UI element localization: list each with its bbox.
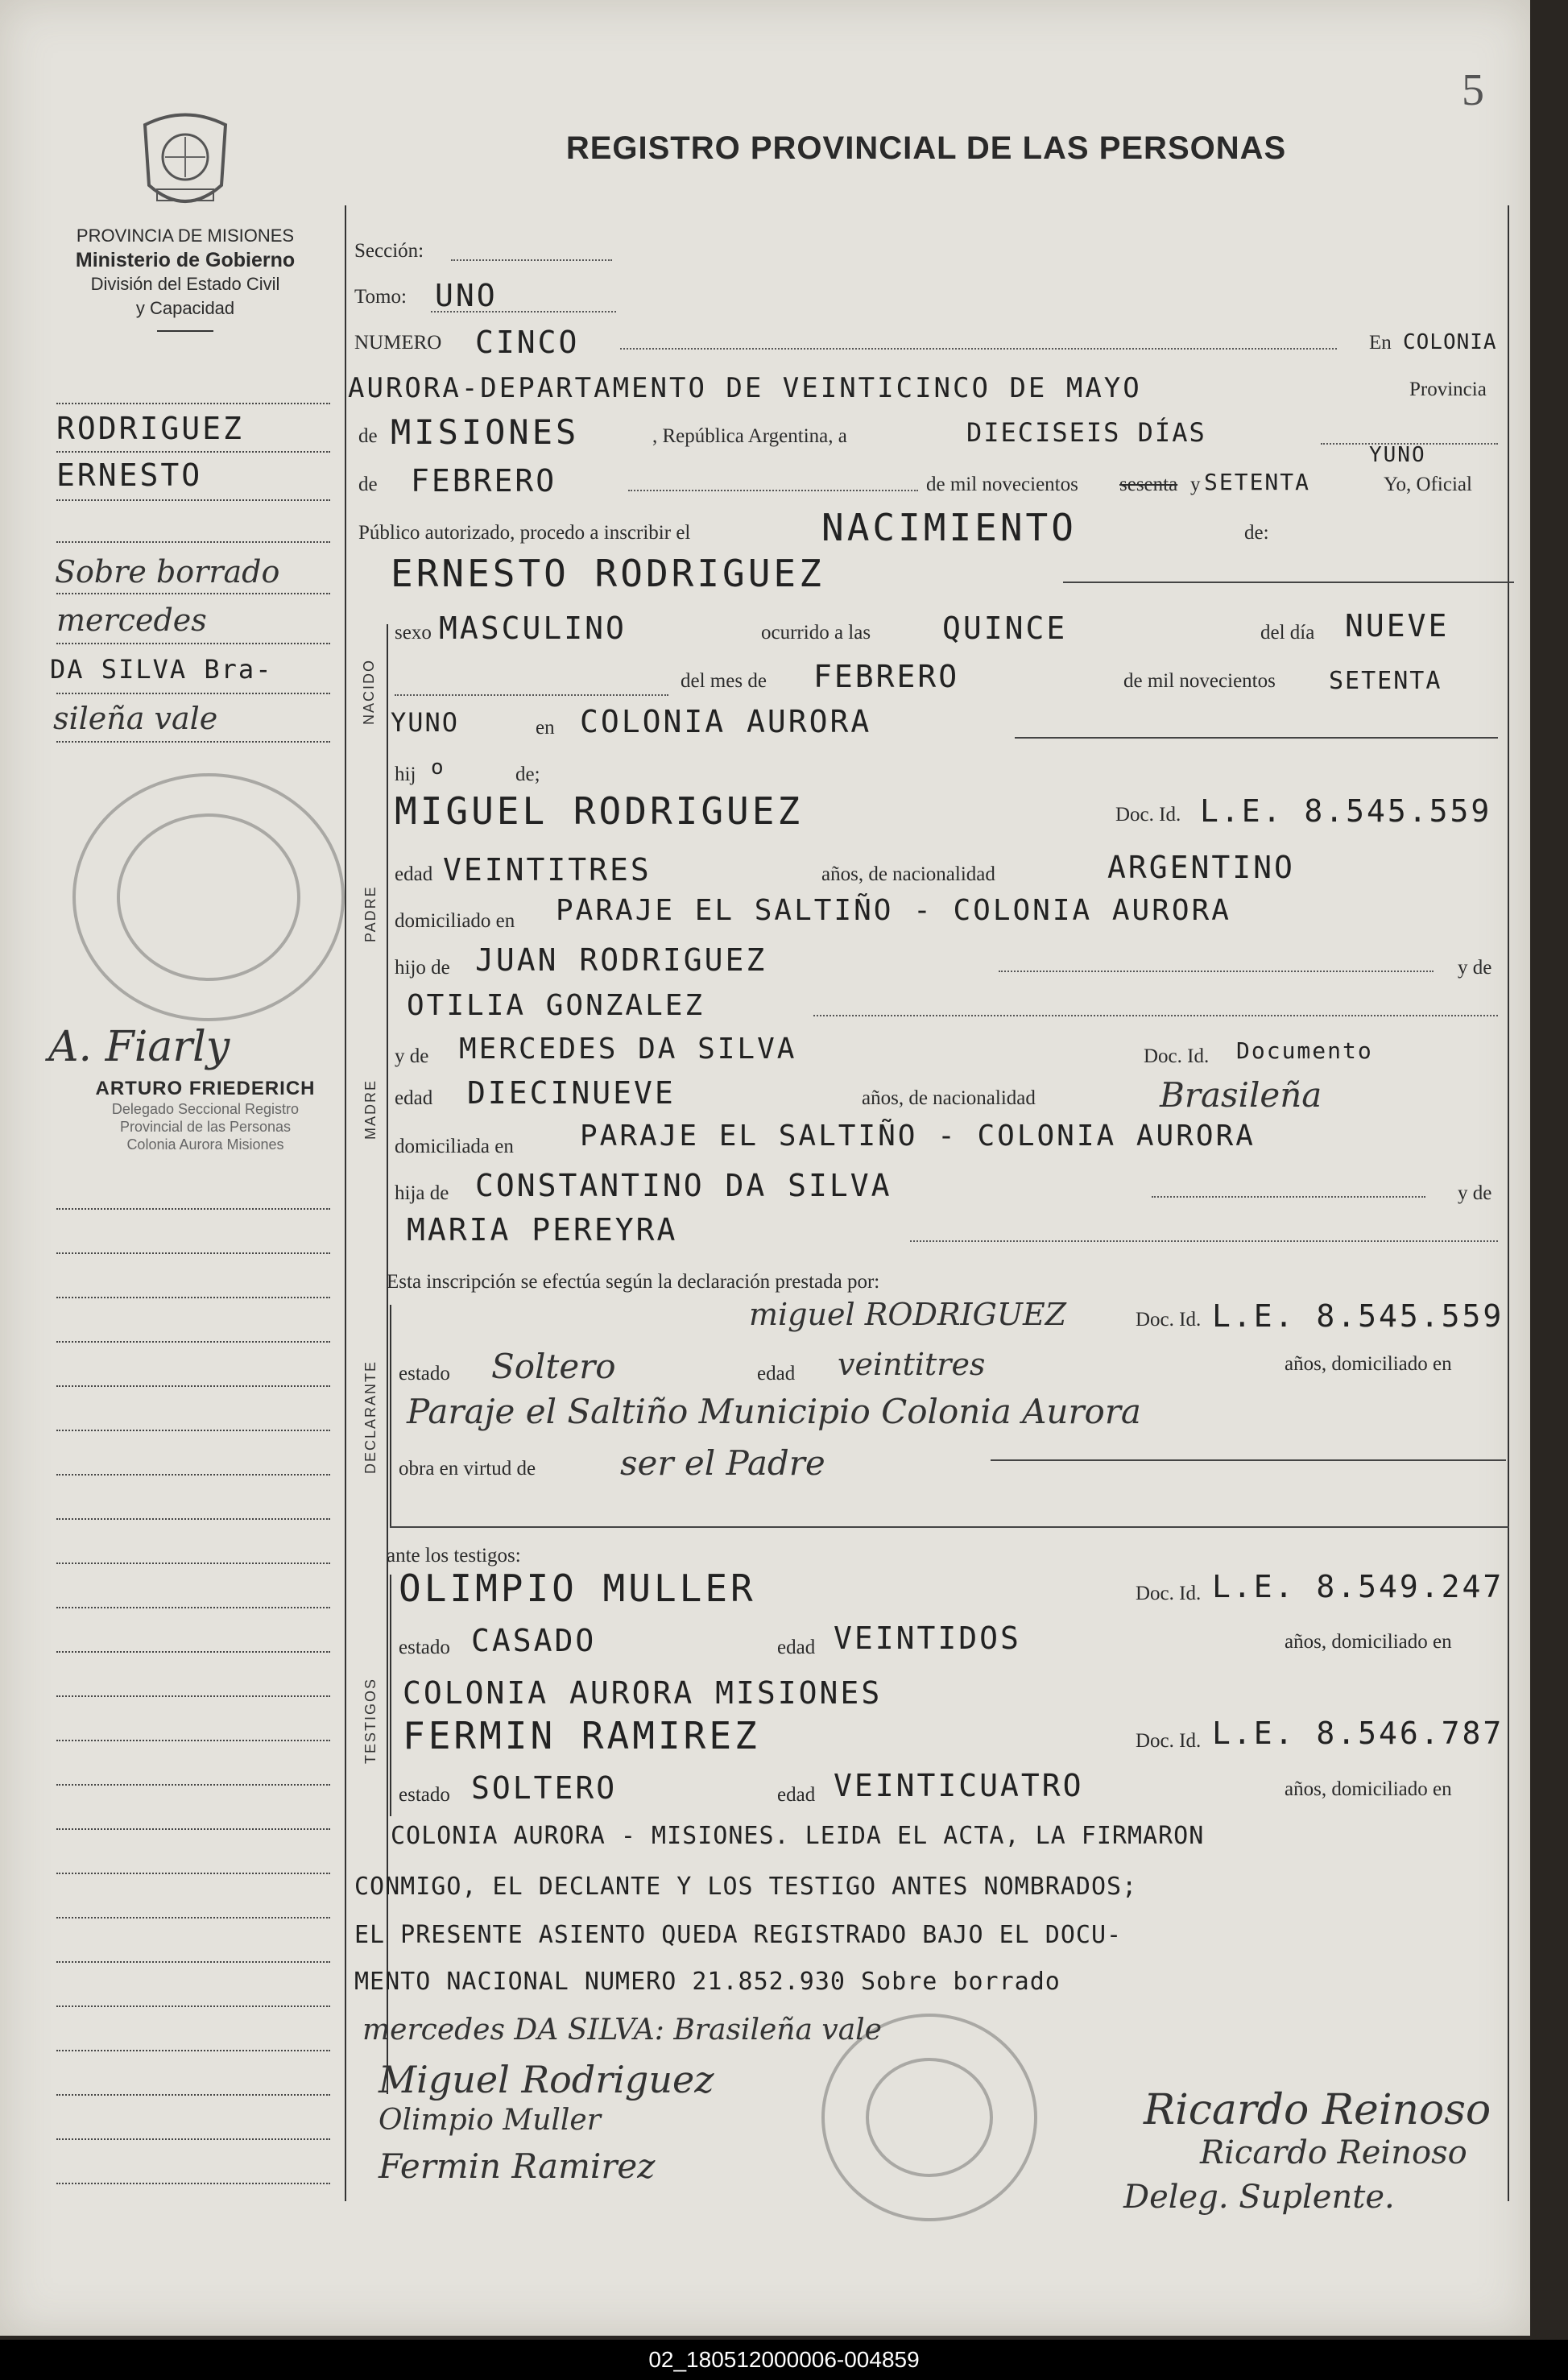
testigo2-edad-label: edad	[777, 1784, 816, 1806]
mes-nac-line	[395, 694, 668, 696]
testigo1-anios-label: años, domiciliado en	[1285, 1631, 1452, 1653]
madre-nac-label: años, de nacionalidad	[862, 1087, 1036, 1109]
official-block	[68, 1078, 342, 1153]
margin-line	[56, 1430, 330, 1431]
margin-line	[56, 1474, 330, 1476]
testigo2-anios-label: años, domiciliado en	[1285, 1778, 1452, 1800]
margin-line	[56, 2050, 330, 2051]
obra-line	[991, 1459, 1506, 1461]
en-nac-label: en	[536, 717, 555, 739]
margin-line	[56, 1297, 330, 1298]
numero-line	[620, 348, 1337, 350]
main-frame-right	[1508, 205, 1509, 2201]
padre-nac-label: años, de nacionalidad	[821, 863, 995, 885]
testigo1-dom: COLONIA AURORA MISIONES	[403, 1675, 883, 1711]
margin-line	[56, 643, 330, 644]
margin-line	[56, 741, 330, 743]
madre-madre-de: MARIA PEREYRA	[407, 1212, 678, 1248]
testigos-label: ante los testigos:	[387, 1545, 521, 1567]
declarante-edad-label: edad	[757, 1363, 796, 1385]
ministry-line: Ministerio de Gobierno	[75, 249, 296, 271]
page-number: 5	[1462, 65, 1484, 115]
margin-line	[56, 541, 330, 543]
margin-line	[56, 1385, 330, 1387]
declarante-obra-label: obra en virtud de	[399, 1458, 536, 1480]
testigo2-dom: COLONIA AURORA - MISIONES. LEIDA EL ACTA, LA FIRMARON	[391, 1822, 1205, 1850]
division-line: División del Estado Civil	[90, 274, 280, 294]
tomo-line	[431, 311, 616, 313]
official-role-3: Colonia Aurora Misiones	[126, 1136, 284, 1153]
official-signature-scribble-2: Ricardo Reinoso	[1144, 2086, 1491, 2134]
testigo1-doc-label: Doc. Id.	[1136, 1583, 1202, 1604]
mes-line	[628, 490, 918, 491]
signature-2: Olimpio Muller	[379, 2104, 601, 2137]
margin-note-1: Sobre borrado	[55, 554, 280, 590]
main-frame-left	[345, 205, 346, 2201]
testigo1-edad-label: edad	[777, 1637, 816, 1658]
declaracion-label: Esta inscripción se efectúa según la declaración prestada por:	[387, 1271, 880, 1293]
anio-nac-value: SETENTA	[1329, 667, 1442, 695]
testigo1-edad: VEINTIDOS	[834, 1620, 1021, 1656]
signature-3: Fermin Ramirez	[379, 2146, 656, 2186]
y-label: y	[1190, 474, 1201, 495]
margin-line	[56, 1208, 330, 1210]
margin-line	[56, 1518, 330, 1520]
declarante-dom-value: Paraje el Saltiño Municipio Colonia Aurora	[407, 1392, 1141, 1431]
official-name: ARTURO FRIEDERICH	[95, 1078, 316, 1099]
year-value: SETENTA	[1204, 469, 1311, 495]
header-divider	[157, 330, 213, 332]
lugar-nac-line	[1015, 737, 1498, 739]
margin-line	[56, 403, 330, 404]
official-role-1: Delegado Seccional Registro	[111, 1101, 300, 1117]
margin-note-3: DA SILVA Bra-	[50, 654, 273, 685]
margin-line	[56, 1873, 330, 1874]
numero-label: NUMERO	[354, 332, 442, 354]
margin-line	[56, 1961, 330, 1963]
declarante-doc-label: Doc. Id.	[1136, 1309, 1202, 1331]
declarante-obra-value: ser el Padre	[620, 1443, 825, 1483]
padre-dom-label: domiciliado en	[395, 910, 515, 932]
de3-label: de:	[1244, 522, 1269, 544]
declarante-doc-value: L.E. 8.545.559	[1212, 1298, 1504, 1334]
seccion-line	[451, 259, 612, 261]
closing-line-1: CONMIGO, EL DECLANTE Y LOS TESTIGO ANTES NOMBRADOS;	[354, 1873, 1138, 1901]
numero-value: CINCO	[475, 325, 580, 360]
anio2-nac-value: YUNO	[391, 707, 460, 738]
madre-dom-value: PARAJE EL SALTIÑO - COLONIA AURORA	[580, 1120, 1256, 1153]
lugar-nac-value: COLONIA AURORA	[580, 704, 872, 739]
madre-padre-de: CONSTANTINO DA SILVA	[475, 1168, 892, 1203]
declarante-nombre-value: miguel RODRIGUEZ	[749, 1297, 1067, 1332]
margin-line	[56, 1607, 330, 1608]
year-extra: YUNO	[1369, 443, 1426, 467]
signature-1: Miguel Rodriguez	[379, 2058, 714, 2101]
madre-nac-value: Brasileña	[1160, 1075, 1322, 1115]
mil-label: de mil novecientos	[926, 474, 1078, 495]
margin-line	[56, 499, 330, 501]
official-role-handwritten: Deleg. Suplente.	[1123, 2179, 1395, 2216]
margin-line	[56, 451, 330, 453]
provincia-value: MISIONES	[391, 412, 580, 452]
margin-note-4: sileña vale	[53, 701, 218, 736]
sexo-value: MASCULINO	[439, 611, 627, 646]
capacity-line: y Capacidad	[135, 298, 235, 318]
acto-value: NACIMIENTO	[821, 506, 1077, 549]
republica-label: , República Argentina, a	[652, 425, 847, 447]
testigo1-nombre: OLIMPIO MULLER	[399, 1567, 756, 1610]
declarante-anios-label: años, domiciliado en	[1285, 1353, 1452, 1375]
margin-line	[56, 693, 330, 694]
declarante-bottom-line	[390, 1526, 1509, 1528]
declarante-section-label: DECLARANTE	[362, 1360, 379, 1474]
nombre-line	[1063, 582, 1514, 583]
publico-label: Público autorizado, procedo a inscribir el	[358, 522, 691, 544]
bottom-stamp-inner	[866, 2058, 993, 2177]
padre-nombre-value: MIGUEL RODRIGUEZ	[395, 789, 804, 833]
margin-note-2: mercedes	[56, 602, 207, 638]
testigo1-estado-label: estado	[399, 1637, 450, 1658]
madre-edad-value: DIECINUEVE	[467, 1075, 676, 1111]
madre-edad-label: edad	[395, 1087, 433, 1109]
en-label: En	[1369, 332, 1392, 354]
testigo1-estado: CASADO	[471, 1623, 597, 1658]
padre-section-label: PADRE	[362, 885, 379, 942]
madre-y-de-label2: y de	[1458, 1182, 1492, 1204]
closing-line-2: EL PRESENTE ASIENTO QUEDA REGISTRADO BAJO EL DOCU-	[354, 1921, 1123, 1949]
padre-edad-value: VEINTITRES	[443, 852, 652, 888]
del-dia-label: del día	[1260, 622, 1315, 644]
nombre-value: ERNESTO RODRIGUEZ	[391, 552, 825, 595]
padre-doc-value: L.E. 8.545.559	[1200, 793, 1492, 829]
margin-line	[56, 1828, 330, 1830]
file-label: 02_180512000006-004859	[0, 2340, 1568, 2380]
testigos-bar	[390, 1575, 391, 1816]
padre-nac-value: ARGENTINO	[1107, 850, 1295, 885]
madre-nombre-value: MERCEDES DA SILVA	[459, 1033, 797, 1066]
hora-value: QUINCE	[942, 611, 1068, 646]
margin-line	[56, 2138, 330, 2140]
declarante-bar	[390, 1305, 391, 1526]
margin-line	[56, 1740, 330, 1741]
nacido-section-label: NACIDO	[361, 658, 377, 725]
oficial-label: Yo, Oficial	[1384, 474, 1472, 495]
padre-madre-line	[813, 1015, 1498, 1016]
issuer-header	[48, 224, 322, 332]
testigo2-estado-label: estado	[399, 1784, 450, 1806]
margin-line	[56, 1563, 330, 1564]
en-value: COLONIA	[1403, 330, 1497, 354]
hijo-label: hij	[395, 764, 416, 785]
margin-line	[56, 2183, 330, 2184]
mes-nac-label: del mes de	[681, 670, 767, 692]
testigo1-doc: L.E. 8.549.247	[1212, 1569, 1504, 1604]
testigo2-doc-label: Doc. Id.	[1136, 1730, 1202, 1752]
madre-madre-line	[910, 1240, 1498, 1242]
closing-line-4: mercedes DA SILVA: Brasileña vale	[362, 2014, 882, 2047]
margin-line	[56, 1651, 330, 1653]
madre-doc-value: Documento	[1236, 1037, 1373, 1064]
madre-section-label: MADRE	[362, 1078, 379, 1140]
sesenta-struck: sesenta	[1119, 474, 1178, 495]
padre-doc-label: Doc. Id.	[1115, 804, 1181, 826]
dia-value: DIECISEIS DÍAS	[966, 417, 1206, 448]
margin-line	[56, 2094, 330, 2096]
testigo2-edad: VEINTICUATRO	[834, 1768, 1084, 1803]
margin-line	[56, 593, 330, 594]
padre-hijo-label: hijo de	[395, 957, 450, 979]
padre-dom-value: PARAJE EL SALTIÑO - COLONIA AURORA	[556, 894, 1231, 927]
tomo-label: Tomo:	[354, 286, 407, 308]
madre-y-de-label: y de	[395, 1045, 429, 1067]
declarante-edad-value: veintitres	[838, 1347, 986, 1382]
province-line: PROVINCIA DE MISIONES	[76, 226, 295, 246]
dia-nac-value: NUEVE	[1345, 608, 1450, 644]
declarante-estado-value: Soltero	[491, 1347, 616, 1386]
page-title: REGISTRO PROVINCIAL DE LAS PERSONAS	[565, 130, 1287, 166]
padre-y-de-label: y de	[1458, 957, 1492, 979]
ocurrido-label: ocurrido a las	[761, 622, 871, 644]
margin-surname: RODRIGUEZ	[56, 411, 244, 446]
de2-label: de	[358, 474, 378, 495]
padre-padre-de: JUAN RODRIGUEZ	[475, 942, 767, 978]
testigo2-doc: L.E. 8.546.787	[1212, 1716, 1504, 1751]
margin-line	[56, 1252, 330, 1254]
tomo-value: UNO	[435, 278, 498, 313]
madre-hija-label: hija de	[395, 1182, 449, 1204]
testigos-section-label: TESTIGOS	[362, 1677, 379, 1764]
margin-line	[56, 1784, 330, 1786]
mes-value: FEBRERO	[411, 463, 557, 499]
official-signature-scribble: A. Fiarly	[48, 1023, 230, 1071]
padre-madre-de: OTILIA GONZALEZ	[407, 989, 705, 1022]
madre-doc-label: Doc. Id.	[1144, 1045, 1210, 1067]
official-role-2: Provincial de las Personas	[119, 1119, 292, 1135]
testigo2-nombre: FERMIN RAMIREZ	[403, 1714, 760, 1757]
hijo-suffix: o	[431, 755, 445, 780]
madre-hija-line	[1152, 1196, 1425, 1198]
padre-hijo-line	[999, 971, 1434, 972]
sexo-label: sexo	[395, 622, 432, 644]
margin-given-name: ERNESTO	[56, 457, 203, 493]
madre-dom-label: domiciliada en	[395, 1136, 514, 1157]
location-value: AURORA-DEPARTAMENTO DE VEINTICINCO DE MAYO	[348, 372, 1142, 404]
provincia-label: Provincia	[1409, 379, 1487, 400]
mil-nac-label: de mil novecientos	[1123, 670, 1276, 692]
padre-edad-label: edad	[395, 863, 433, 885]
mes-nac-value: FEBRERO	[813, 659, 960, 694]
declarante-estado-label: estado	[399, 1363, 450, 1385]
coat-of-arms-icon	[137, 109, 234, 213]
margin-line	[56, 2005, 330, 2007]
margin-line	[56, 1917, 330, 1918]
testigo2-estado: SOLTERO	[471, 1770, 618, 1806]
official-stamp-inner	[117, 813, 300, 981]
de-label: de	[358, 425, 378, 447]
margin-line	[56, 1695, 330, 1697]
margin-line	[56, 1341, 330, 1343]
official-name-handwritten: Ricardo Reinoso	[1200, 2134, 1467, 2171]
closing-line-3: MENTO NACIONAL NUMERO 21.852.930 Sobre borrado	[354, 1968, 1061, 1996]
seccion-label: Sección:	[354, 240, 424, 262]
hijo-de-label: de;	[515, 764, 540, 785]
